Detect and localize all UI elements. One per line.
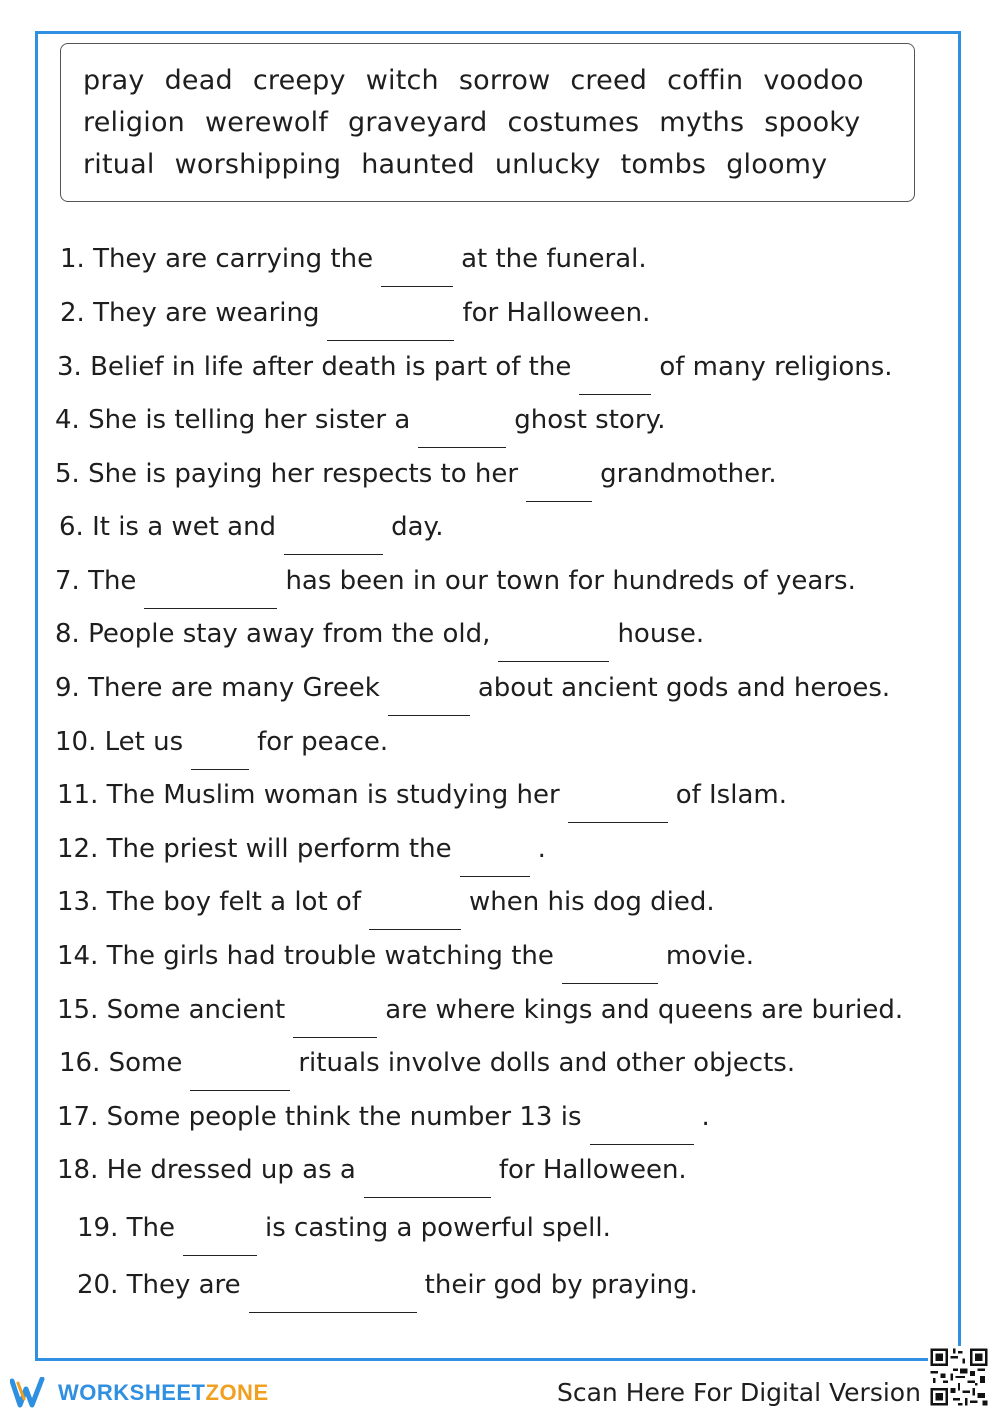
- question-text: at the funeral.: [461, 244, 647, 274]
- question-text: are where kings and queens are buried.: [385, 995, 904, 1025]
- worksheetzone-logo-icon: [10, 1377, 52, 1409]
- answer-blank[interactable]: [293, 1005, 377, 1038]
- word-bank-word: unlucky: [494, 149, 601, 180]
- question-3: [57, 351, 893, 384]
- question-text: when his dog died.: [468, 887, 715, 917]
- answer-blank[interactable]: [418, 415, 506, 448]
- logo-word-zone: ZONE: [205, 1380, 269, 1405]
- question-text: 4. She is telling her sister a: [55, 405, 411, 435]
- word-bank-word: coffin: [667, 65, 744, 96]
- word-bank-word: ritual: [83, 149, 155, 180]
- question-text: 18. He dressed up as a: [57, 1155, 356, 1185]
- question-text: 11. The Muslim woman is studying her: [57, 780, 560, 810]
- word-bank-word: voodoo: [763, 65, 864, 96]
- word-bank-row: [83, 144, 914, 186]
- question-18: [57, 1154, 687, 1187]
- question-text: their god by praying.: [424, 1270, 698, 1300]
- qr-code-icon[interactable]: [928, 1346, 990, 1408]
- word-bank-word: dead: [164, 65, 233, 96]
- answer-blank[interactable]: [190, 1058, 290, 1091]
- question-text: 3. Belief in life after death is part of the: [57, 352, 572, 382]
- word-bank-word: religion: [83, 107, 185, 138]
- answer-blank[interactable]: [144, 576, 277, 609]
- word-bank-word: costumes: [507, 107, 640, 138]
- question-text: 20. They are: [77, 1270, 241, 1300]
- question-text: about ancient gods and heroes.: [477, 673, 891, 703]
- question-6: [59, 511, 443, 544]
- answer-blank[interactable]: [191, 737, 249, 770]
- question-text: is casting a powerful spell.: [264, 1213, 611, 1243]
- scan-caption: Scan Here For Digital Version: [557, 1378, 921, 1407]
- question-10: [55, 726, 388, 759]
- question-text: 9. There are many Greek: [55, 673, 380, 703]
- question-12: [57, 833, 546, 866]
- answer-blank[interactable]: [388, 683, 470, 716]
- answer-blank[interactable]: [498, 629, 609, 662]
- answer-blank[interactable]: [460, 844, 530, 877]
- logo-text: [58, 1380, 269, 1406]
- question-text: for Halloween.: [498, 1155, 687, 1185]
- question-text: for peace.: [257, 727, 389, 757]
- question-9: [55, 672, 890, 705]
- word-bank: [60, 43, 915, 202]
- word-bank-word: creepy: [252, 65, 346, 96]
- question-text: 15. Some ancient: [57, 995, 286, 1025]
- answer-blank[interactable]: [249, 1280, 417, 1313]
- question-text: 2. They are wearing: [60, 298, 320, 328]
- word-bank-word: graveyard: [348, 107, 488, 138]
- question-14: [57, 940, 754, 973]
- answer-blank[interactable]: [526, 469, 592, 502]
- word-bank-row: [83, 60, 914, 102]
- question-text: ghost story.: [514, 405, 666, 435]
- question-15: [57, 994, 903, 1027]
- answer-blank[interactable]: [562, 951, 658, 984]
- word-bank-word: tombs: [620, 149, 707, 180]
- question-16: [59, 1047, 795, 1080]
- answer-blank[interactable]: [327, 308, 454, 341]
- question-20: [77, 1269, 698, 1302]
- question-text: 14. The girls had trouble watching the: [57, 941, 554, 971]
- question-text: has been in our town for hundreds of years.: [285, 566, 856, 596]
- word-bank-word: pray: [83, 65, 145, 96]
- question-19: [77, 1212, 611, 1245]
- word-bank-word: gloomy: [726, 149, 828, 180]
- question-text: grandmother.: [600, 459, 777, 489]
- word-bank-word: spooky: [764, 107, 861, 138]
- question-text: of many religions.: [659, 352, 893, 382]
- question-text: house.: [617, 619, 705, 649]
- answer-blank[interactable]: [590, 1112, 694, 1145]
- word-bank-row: [83, 102, 914, 144]
- question-text: 7. The: [55, 566, 137, 596]
- question-text: 6. It is a wet and: [59, 512, 277, 542]
- question-text: 17. Some people think the number 13 is: [57, 1102, 582, 1132]
- question-7: [55, 565, 856, 598]
- question-text: for Halloween.: [462, 298, 651, 328]
- answer-blank[interactable]: [364, 1165, 491, 1198]
- question-text: 16. Some: [59, 1048, 183, 1078]
- question-text: 8. People stay away from the old,: [55, 619, 491, 649]
- question-text: .: [537, 834, 546, 864]
- logo-word-worksheet: WORKSHEET: [58, 1380, 206, 1405]
- question-text: movie.: [665, 941, 754, 971]
- answer-blank[interactable]: [381, 254, 453, 287]
- answer-blank[interactable]: [369, 897, 461, 930]
- question-17: [57, 1101, 710, 1134]
- question-11: [57, 779, 787, 812]
- question-text: day.: [391, 512, 444, 542]
- worksheetzone-logo[interactable]: [10, 1377, 269, 1409]
- word-bank-word: haunted: [361, 149, 475, 180]
- word-bank-word: myths: [659, 107, 745, 138]
- question-8: [55, 618, 704, 651]
- answer-blank[interactable]: [568, 790, 668, 823]
- question-text: 5. She is paying her respects to her: [55, 459, 519, 489]
- question-text: of Islam.: [675, 780, 787, 810]
- question-13: [57, 886, 715, 919]
- answer-blank[interactable]: [579, 362, 651, 395]
- word-bank-word: werewolf: [205, 107, 329, 138]
- word-bank-word: sorrow: [458, 65, 551, 96]
- word-bank-word: creed: [570, 65, 648, 96]
- question-text: 13. The boy felt a lot of: [57, 887, 361, 917]
- question-text: 12. The priest will perform the: [57, 834, 452, 864]
- question-1: [60, 243, 647, 276]
- question-4: [55, 404, 665, 437]
- question-5: [55, 458, 777, 491]
- answer-blank[interactable]: [284, 522, 383, 555]
- question-2: [60, 297, 650, 330]
- word-bank-word: worshipping: [174, 149, 342, 180]
- question-text: rituals involve dolls and other objects.: [298, 1048, 796, 1078]
- question-text: .: [701, 1102, 710, 1132]
- question-text: 10. Let us: [55, 727, 184, 757]
- word-bank-word: witch: [365, 65, 439, 96]
- answer-blank[interactable]: [183, 1223, 257, 1256]
- question-text: 19. The: [77, 1213, 175, 1243]
- question-text: 1. They are carrying the: [60, 244, 374, 274]
